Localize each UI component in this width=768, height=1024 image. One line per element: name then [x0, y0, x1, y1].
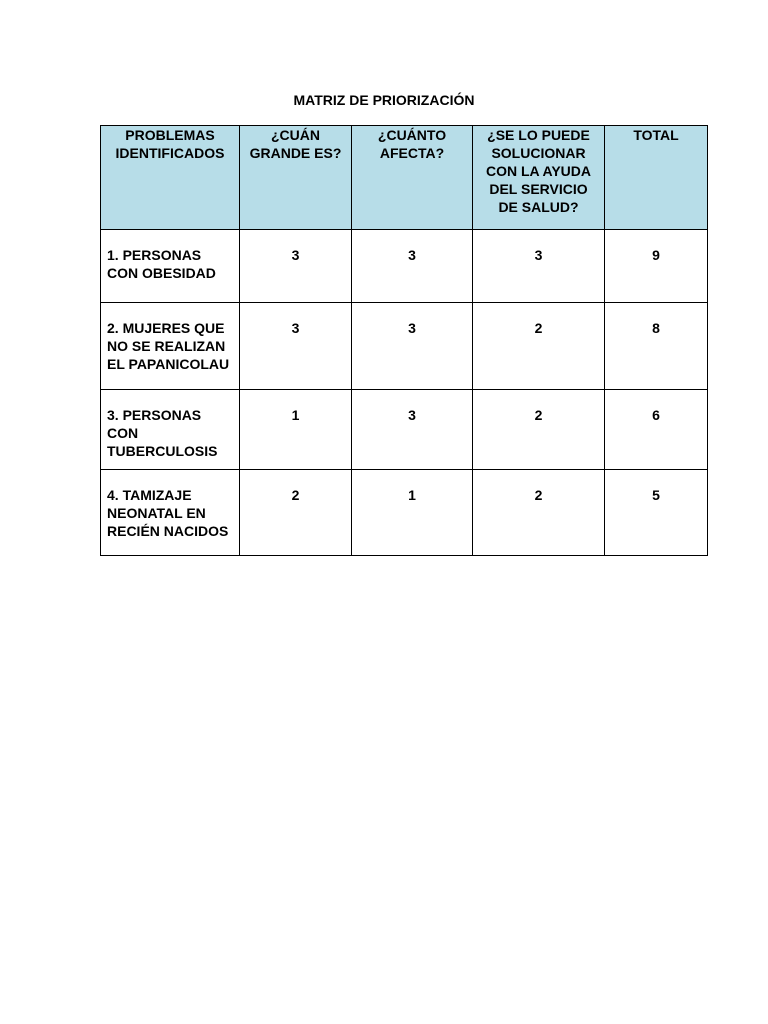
total-cell: 6	[605, 390, 708, 470]
table-row	[101, 390, 708, 470]
header-solvable: ¿SE LO PUEDE SOLUCIONAR CON LA AYUDA DEL SERVICIO DE SALUD?	[473, 126, 605, 230]
prioritization-matrix-table	[100, 125, 708, 556]
problem-cell: 3. PERSONAS CON TUBERCULOSIS	[101, 390, 240, 470]
affect-cell: 3	[352, 390, 473, 470]
table-header-row	[101, 126, 708, 230]
table-row	[101, 470, 708, 556]
problem-cell: 1. PERSONAS CON OBESIDAD	[101, 230, 240, 303]
affect-cell: 3	[352, 230, 473, 303]
total-cell: 5	[605, 470, 708, 556]
size-cell: 1	[240, 390, 352, 470]
total-cell: 9	[605, 230, 708, 303]
solvable-cell: 2	[473, 303, 605, 390]
size-cell: 3	[240, 230, 352, 303]
header-problems: PROBLEMAS IDENTIFICADOS	[101, 126, 240, 230]
problem-cell: 2. MUJERES QUE NO SE REALIZAN EL PAPANICOLAU	[101, 303, 240, 390]
size-cell: 3	[240, 303, 352, 390]
header-total: TOTAL	[605, 126, 708, 230]
table-row	[101, 303, 708, 390]
solvable-cell: 2	[473, 390, 605, 470]
total-cell: 8	[605, 303, 708, 390]
solvable-cell: 3	[473, 230, 605, 303]
header-affect: ¿CUÁNTO AFECTA?	[352, 126, 473, 230]
header-size: ¿CUÁN GRANDE ES?	[240, 126, 352, 230]
affect-cell: 1	[352, 470, 473, 556]
table-row	[101, 230, 708, 303]
size-cell: 2	[240, 470, 352, 556]
affect-cell: 3	[352, 303, 473, 390]
page-title: MATRIZ DE PRIORIZACIÓN	[293, 92, 475, 108]
problem-cell: 4. TAMIZAJE NEONATAL EN RECIÉN NACIDOS	[101, 470, 240, 556]
solvable-cell: 2	[473, 470, 605, 556]
